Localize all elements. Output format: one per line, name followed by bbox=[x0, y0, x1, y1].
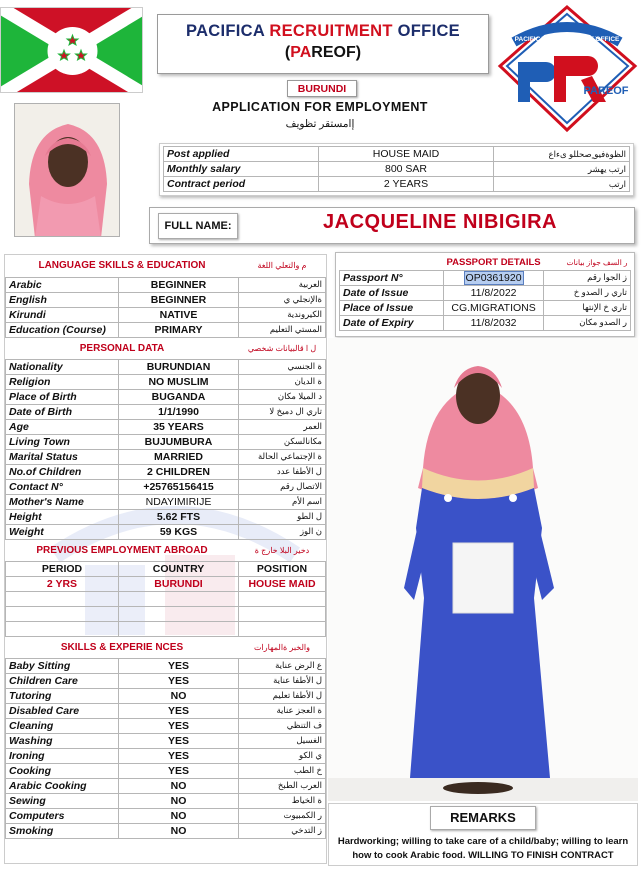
issue-place-value: CG.MIGRATIONS bbox=[444, 300, 544, 315]
table-row bbox=[6, 778, 326, 793]
skill-value: NO bbox=[119, 688, 239, 703]
personal-arabic: مكانالسكن bbox=[239, 434, 326, 449]
personal-arabic: الاتصال رقم bbox=[239, 479, 326, 494]
table-row bbox=[6, 718, 326, 733]
skill-label: Sewing bbox=[6, 793, 119, 808]
skill-value: YES bbox=[119, 658, 239, 673]
post-details-box bbox=[159, 143, 634, 196]
skills-section-title: SKILLS & EXPERIE NCES bbox=[60, 641, 184, 653]
skill-label: Tutoring bbox=[6, 688, 119, 703]
lang-value: BEGINNER bbox=[119, 277, 239, 292]
pareof-logo bbox=[496, 4, 639, 134]
table-row bbox=[164, 177, 630, 192]
personal-arabic: ن الوز bbox=[239, 524, 326, 539]
skill-arabic: ة الخياط bbox=[239, 793, 326, 808]
lang-value: BEGINNER bbox=[119, 292, 239, 307]
personal-arabic: تاري ال دميخ لا bbox=[239, 404, 326, 419]
skill-value: NO bbox=[119, 793, 239, 808]
personal-value: 1/1/1990 bbox=[119, 404, 239, 419]
personal-value: BUJUMBURA bbox=[119, 434, 239, 449]
lang-arabic: العربية bbox=[239, 277, 326, 292]
table-row bbox=[6, 434, 326, 449]
lang-arabic: الكيروندية bbox=[239, 307, 326, 322]
remarks-text bbox=[329, 835, 637, 863]
lang-label: Kirundi bbox=[6, 307, 119, 322]
table-row bbox=[6, 703, 326, 718]
table-row bbox=[6, 494, 326, 509]
employment-header-period: PERIOD bbox=[6, 561, 119, 576]
employment-header-country: COUNTRY bbox=[119, 561, 239, 576]
table-row bbox=[6, 479, 326, 494]
skill-arabic: الغسيل bbox=[239, 733, 326, 748]
contract-arabic: ارتب bbox=[494, 177, 630, 192]
personal-arabic: اسم الأم bbox=[239, 494, 326, 509]
personal-value: BURUNDIAN bbox=[119, 359, 239, 374]
personal-section-arabic: ل ا قالبيانات شخصي bbox=[247, 343, 317, 353]
salary-label: Monthly salary bbox=[164, 162, 319, 177]
skill-arabic: ي الكو bbox=[239, 748, 326, 763]
table-row bbox=[164, 147, 630, 162]
table-row bbox=[6, 509, 326, 524]
passport-no-label: Passport N° bbox=[340, 270, 444, 285]
remarks-line-2: how to cook Arabic food. WILLING TO FINISH CONTRACT bbox=[352, 850, 614, 861]
table-row bbox=[6, 464, 326, 479]
contract-value: 2 YEARS bbox=[319, 177, 494, 192]
personal-label: Marital Status bbox=[6, 449, 119, 464]
language-section-title: LANGUAGE SKILLS & EDUCATION bbox=[38, 260, 206, 272]
passport-title: PASSPORT DETAILS bbox=[446, 256, 541, 268]
full-name-value: JACQUELINE NIBIGIRA bbox=[323, 211, 557, 233]
skill-value: YES bbox=[119, 733, 239, 748]
employment-section-title: PREVIOUS EMPLOYMENT ABROAD bbox=[36, 544, 208, 556]
skill-arabic: ر الكمبيوت bbox=[239, 808, 326, 823]
employment-country: BURUNDI bbox=[119, 576, 239, 591]
table-row bbox=[6, 359, 326, 374]
skill-value: YES bbox=[119, 763, 239, 778]
table-row bbox=[340, 270, 631, 285]
passport-no-arabic: ز الجوا رقم bbox=[544, 270, 631, 285]
personal-label: Living Town bbox=[6, 434, 119, 449]
skill-arabic: خ الطب bbox=[239, 763, 326, 778]
skill-arabic: ز التدخي bbox=[239, 823, 326, 838]
skill-value: NO bbox=[119, 808, 239, 823]
salary-value: 800 SAR bbox=[319, 162, 494, 177]
skill-label: Cleaning bbox=[6, 718, 119, 733]
personal-arabic: ة الجنسي bbox=[239, 359, 326, 374]
details-column bbox=[4, 254, 327, 864]
application-title-arabic: إامستقر تظويف bbox=[285, 118, 355, 130]
personal-label: Weight bbox=[6, 524, 119, 539]
table-row bbox=[340, 285, 631, 300]
expiry-date-arabic: ر الصدو مكان bbox=[544, 315, 631, 330]
skill-value: YES bbox=[119, 673, 239, 688]
post-arabic: الظوةفيو ٍصحللو ىءاع bbox=[494, 147, 630, 162]
table-row bbox=[6, 823, 326, 838]
skill-arabic: ل الأطفا تعليم bbox=[239, 688, 326, 703]
salary-arabic: ارتب يهشر bbox=[494, 162, 630, 177]
skill-value: YES bbox=[119, 703, 239, 718]
post-label: Post applied bbox=[164, 147, 319, 162]
skill-label: Baby Sitting bbox=[6, 658, 119, 673]
personal-label: Date of Birth bbox=[6, 404, 119, 419]
office-title-box bbox=[157, 14, 489, 74]
table-row bbox=[6, 576, 326, 591]
personal-arabic: ة الإجتماعي الحالة bbox=[239, 449, 326, 464]
skills-section-arabic: والخبر ةالمهارات bbox=[254, 642, 310, 652]
skill-label: Disabled Care bbox=[6, 703, 119, 718]
personal-arabic: ل الطو bbox=[239, 509, 326, 524]
skill-label: Computers bbox=[6, 808, 119, 823]
passport-table bbox=[339, 255, 631, 331]
table-row bbox=[6, 292, 326, 307]
lang-label: English bbox=[6, 292, 119, 307]
table-row bbox=[6, 419, 326, 434]
table-row bbox=[6, 688, 326, 703]
skill-label: Ironing bbox=[6, 748, 119, 763]
personal-label: Contact N° bbox=[6, 479, 119, 494]
table-row bbox=[6, 374, 326, 389]
table-row bbox=[6, 606, 326, 621]
personal-value: 35 YEARS bbox=[119, 419, 239, 434]
table-row bbox=[6, 449, 326, 464]
table-row bbox=[6, 673, 326, 688]
skill-label: Smoking bbox=[6, 823, 119, 838]
skill-value: NO bbox=[119, 778, 239, 793]
table-row bbox=[6, 808, 326, 823]
table-row bbox=[6, 763, 326, 778]
table-row bbox=[340, 300, 631, 315]
contract-label: Contract period bbox=[164, 177, 319, 192]
table-row bbox=[6, 748, 326, 763]
skill-label: Cooking bbox=[6, 763, 119, 778]
full-body-photo bbox=[328, 338, 638, 801]
issue-place-arabic: تاري خ الإنتها bbox=[544, 300, 631, 315]
skill-arabic: العرب الطبخ bbox=[239, 778, 326, 793]
country-badge: BURUNDI bbox=[287, 80, 357, 97]
expiry-date-value: 11/8/2032 bbox=[444, 315, 544, 330]
remarks-box bbox=[328, 803, 638, 866]
logo-mark-text: PAREOF bbox=[583, 85, 629, 97]
language-section-arabic: م والتعلي اللغة bbox=[257, 261, 307, 271]
skill-value: NO bbox=[119, 823, 239, 838]
full-name-label: FULL NAME: bbox=[158, 213, 238, 239]
issue-date-arabic: تاري ر الصدو خ bbox=[544, 285, 631, 300]
table-row bbox=[6, 404, 326, 419]
lang-label: Arabic bbox=[6, 277, 119, 292]
personal-arabic: د الميلا مكان bbox=[239, 389, 326, 404]
skill-value: YES bbox=[119, 748, 239, 763]
issue-place-label: Place of Issue bbox=[340, 300, 444, 315]
post-value: HOUSE MAID bbox=[319, 147, 494, 162]
personal-arabic: العمر bbox=[239, 419, 326, 434]
section-row bbox=[6, 337, 326, 359]
employment-period: 2 YRS bbox=[6, 576, 119, 591]
table-header-row bbox=[6, 561, 326, 576]
personal-arabic: ل الأطفا عدد bbox=[239, 464, 326, 479]
skill-arabic: ل الأطفا عناية bbox=[239, 673, 326, 688]
personal-label: Mother's Name bbox=[6, 494, 119, 509]
table-row bbox=[6, 524, 326, 539]
personal-label: No.of Children bbox=[6, 464, 119, 479]
personal-label: Age bbox=[6, 419, 119, 434]
personal-value: BUGANDA bbox=[119, 389, 239, 404]
passport-title-arabic: ر السف جواز بيانات bbox=[566, 257, 628, 267]
personal-value: +25765156415 bbox=[119, 479, 239, 494]
remarks-title: REMARKS bbox=[430, 806, 536, 830]
issue-date-value: 11/8/2022 bbox=[444, 285, 544, 300]
section-row bbox=[6, 539, 326, 561]
issue-date-label: Date of Issue bbox=[340, 285, 444, 300]
table-row bbox=[6, 621, 326, 636]
lang-arabic: المستي التعليم bbox=[239, 322, 326, 337]
personal-label: Height bbox=[6, 509, 119, 524]
skill-arabic: ف التنظي bbox=[239, 718, 326, 733]
personal-section-title: PERSONAL DATA bbox=[79, 342, 165, 354]
personal-value: NDAYIMIRIJE bbox=[119, 494, 239, 509]
language-table bbox=[5, 255, 326, 839]
burundi-flag bbox=[0, 7, 143, 93]
employment-section-arabic: دخير البلا خارج ة bbox=[254, 545, 310, 555]
skill-arabic: ع الرض عناية bbox=[239, 658, 326, 673]
office-name: PACIFICA RECRUITMENT OFFICE bbox=[186, 22, 460, 40]
personal-label: Place of Birth bbox=[6, 389, 119, 404]
application-title: APPLICATION FOR EMPLOYMENT bbox=[212, 100, 428, 114]
skill-label: Washing bbox=[6, 733, 119, 748]
skill-label: Arabic Cooking bbox=[6, 778, 119, 793]
section-row bbox=[6, 255, 326, 277]
table-row bbox=[6, 307, 326, 322]
section-row bbox=[6, 636, 326, 658]
logo-arc-text: PACIFICA RECRUITMENT OFFICE bbox=[514, 36, 620, 43]
personal-arabic: ة الديان bbox=[239, 374, 326, 389]
expiry-date-label: Date of Expiry bbox=[340, 315, 444, 330]
personal-value: 59 KGS bbox=[119, 524, 239, 539]
personal-value: 5.62 FTS bbox=[119, 509, 239, 524]
remarks-line-1: Hardworking; willing to take care of a child/baby; willing to learn bbox=[337, 836, 629, 847]
table-row bbox=[6, 658, 326, 673]
table-row bbox=[6, 591, 326, 606]
employment-header-position: POSITION bbox=[239, 561, 326, 576]
table-row bbox=[340, 315, 631, 330]
skill-value: YES bbox=[119, 718, 239, 733]
personal-label: Religion bbox=[6, 374, 119, 389]
table-row bbox=[164, 162, 630, 177]
personal-value: 2 CHILDREN bbox=[119, 464, 239, 479]
office-acronym: (PAREOF) bbox=[284, 44, 362, 61]
personal-label: Nationality bbox=[6, 359, 119, 374]
skill-label: Children Care bbox=[6, 673, 119, 688]
skill-arabic: ة العجز عناية bbox=[239, 703, 326, 718]
passport-no-value: OP0361920 bbox=[465, 271, 522, 284]
full-name-box bbox=[149, 207, 635, 244]
table-row bbox=[6, 793, 326, 808]
table-row bbox=[6, 277, 326, 292]
table-row bbox=[6, 322, 326, 337]
passport-details-box bbox=[335, 252, 635, 337]
passport-title-row bbox=[340, 255, 631, 270]
personal-value: NO MUSLIM bbox=[119, 374, 239, 389]
personal-value: MARRIED bbox=[119, 449, 239, 464]
lang-label: Education (Course) bbox=[6, 322, 119, 337]
lang-arabic: ةالإنجلي ي bbox=[239, 292, 326, 307]
employment-position: HOUSE MAID bbox=[239, 576, 326, 591]
lang-value: NATIVE bbox=[119, 307, 239, 322]
table-row bbox=[6, 389, 326, 404]
lang-value: PRIMARY bbox=[119, 322, 239, 337]
table-row bbox=[6, 733, 326, 748]
portrait-photo bbox=[14, 103, 120, 237]
post-table bbox=[163, 146, 630, 192]
